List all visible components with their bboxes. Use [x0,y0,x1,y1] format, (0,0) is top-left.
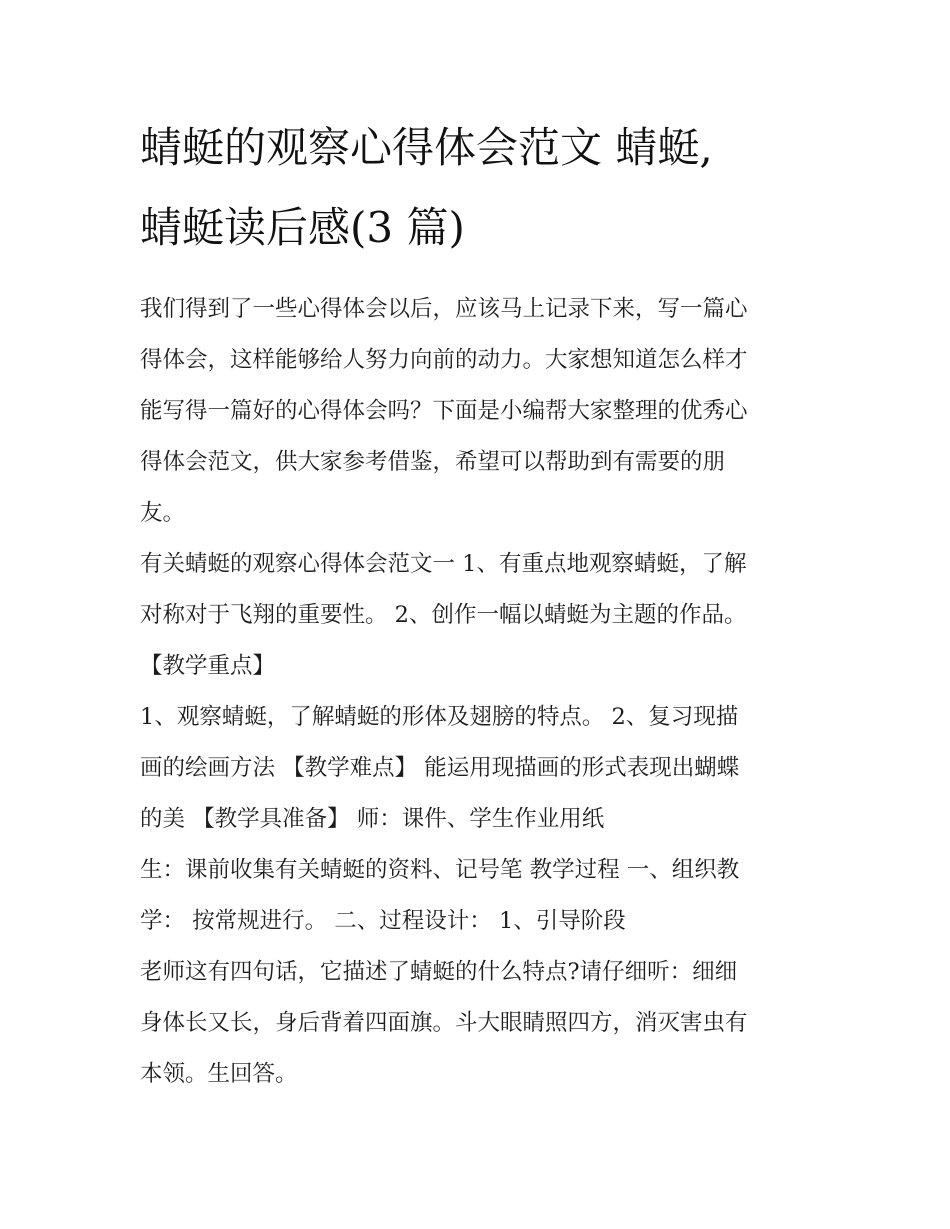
text-line: 友。 [140,500,186,526]
text-line: 老师这有四句话，它描述了蜻蜓的什么特点?请仔细听：细细 [140,959,738,985]
text-line: 1、观察蜻蜓，了解蜻蜓的形体及翅膀的特点。 2、复习现描 [140,704,739,730]
riddle-paragraph [140,947,812,1100]
intro-paragraph [140,284,812,539]
section-heading: 【教学重点】 [140,653,276,679]
text-line: 能写得一篇好的心得体会吗？下面是小编帮大家整理的优秀心 [140,398,748,424]
text-line: 得体会范文，供大家参考借鉴，希望可以帮助到有需要的朋 [140,449,726,475]
title-line: 蜻蜓读后感(3 篇) [140,203,465,252]
text-line: 我们得到了一些心得体会以后，应该马上记录下来，写一篇心 [140,296,748,322]
text-line: 画的绘画方法 【教学难点】 能运用现描画的形式表现出蝴蝶 [140,755,740,781]
teaching-points-paragraph [140,692,812,845]
document-body [140,284,812,1100]
teaching-process-paragraph [140,845,812,947]
document-title [140,108,812,268]
document-content [140,108,812,1100]
text-line: 对称对于飞翔的重要性。 2、创作一幅以蜻蜓为主题的作品。 [140,602,747,628]
section-one-paragraph [140,539,812,692]
text-line: 身体长又长，身后背着四面旗。斗大眼睛照四方，消灭害虫有 [140,1010,748,1036]
text-line: 的美 【教学具准备】 师：课件、学生作业用纸 [140,806,605,832]
text-line: 有关蜻蜓的观察心得体会范文一 1、有重点地观察蜻蜓，了解 [140,551,747,577]
title-line: 蜻蜓的观察心得体会范文 蜻蜓, [140,123,713,172]
text-line: 学： 按常规进行。 二、过程设计： 1、引导阶段 [140,908,626,934]
text-line: 本领。生回答。 [140,1061,298,1087]
text-line: 得体会，这样能够给人努力向前的动力。大家想知道怎么样才 [140,347,748,373]
text-line: 生：课前收集有关蜻蜓的资料、记号笔 教学过程 一、组织教 [140,857,740,883]
